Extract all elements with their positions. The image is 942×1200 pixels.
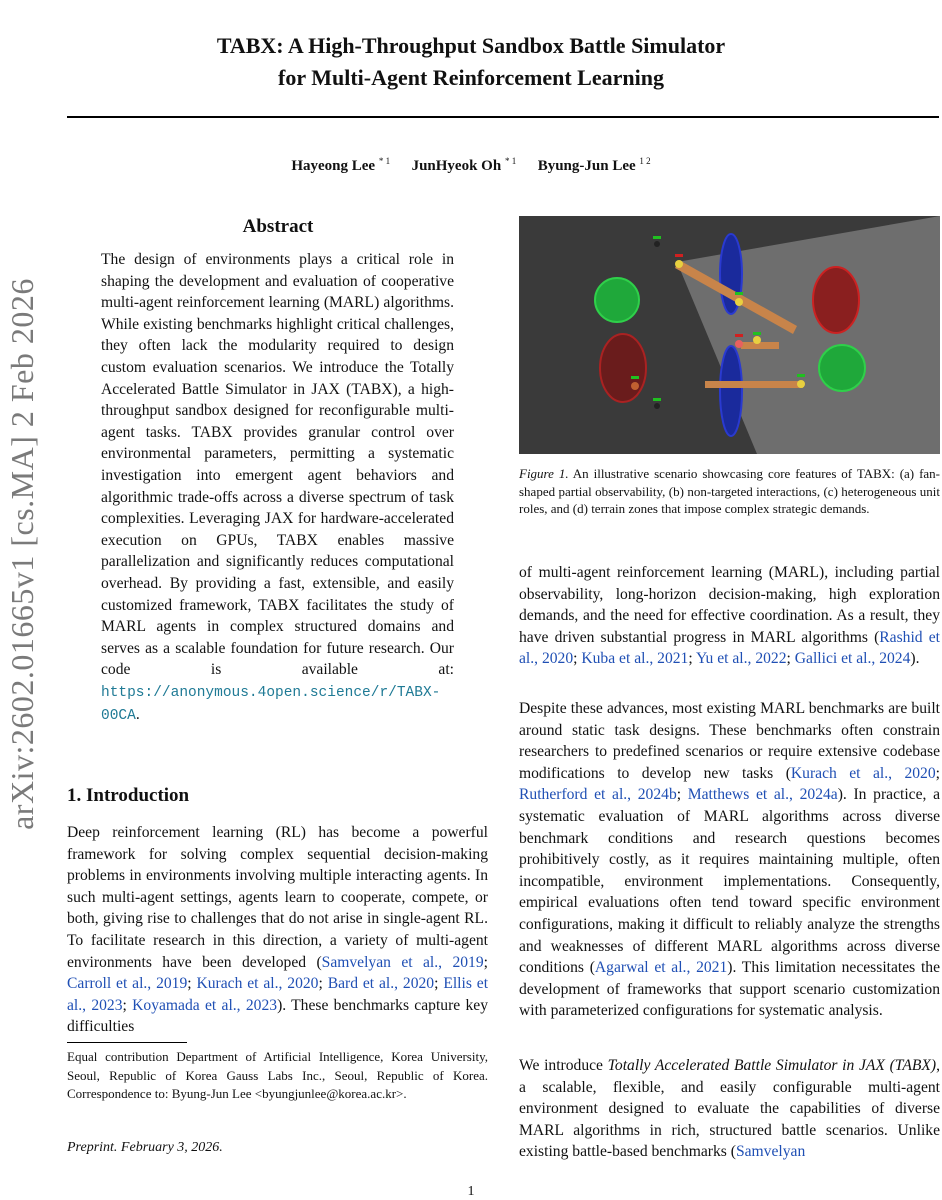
title-rule-top: [67, 116, 939, 118]
battle-scene: [519, 216, 940, 454]
health-bar: [675, 254, 683, 257]
red-zone: [600, 334, 646, 402]
author-affiliation: * 1: [504, 156, 517, 166]
title-line-2: for Multi-Agent Reinforcement Learning: [278, 65, 664, 90]
title-line-1: TABX: A High-Throughput Sandbox Battle Simulator: [216, 33, 726, 58]
terrain-wall: [741, 342, 779, 349]
red-zone: [813, 267, 859, 333]
paragraph-text-end: ). This limitation necessitates the development of frameworks that support scenario customization with parameterized configurations for systematic analysis.: [519, 959, 940, 1020]
citation-link[interactable]: Kurach et al., 2020: [196, 975, 319, 993]
figure-1-image: [519, 216, 940, 454]
blue-zone: [720, 346, 742, 436]
figure-label: Figure 1.: [519, 466, 569, 481]
citation-link[interactable]: Matthews et al., 2024a: [687, 786, 838, 804]
health-bar: [631, 376, 639, 379]
agent-unit: [675, 260, 683, 268]
abstract-text: The design of environments plays a critical role in shaping the development and evaluation of cooperative multi-agent reinforcement learning (MARL) algorithms. While existing benchmarks highlight critical challenges, they often lack the modularity required to design custom evaluation scenarios. We introduce the Totally Accelerated Battle Simulator in JAX (TABX), a high-throughput sandbox designed for reconfigurable multi-agent tasks. TABX provides granular control over environmental parameters, permitting a systematic investigation into emergent agent behaviors and algorithmic trade-offs across a diverse spectrum of task complexities. Leveraging JAX for hardware-accelerated execution on GPUs, TABX enables massive parallelization and significantly reduces computational overhead. By providing a fast, extensible, and easily customized framework, TABX facilitates the study of MARL agents in complex structured domains and serves as a scalable foundation for future research. Our code is available at:: [101, 251, 454, 679]
citation-link[interactable]: Bard et al., 2020: [327, 975, 435, 993]
right-paragraph-2: Despite these advances, most existing MARL benchmarks are built around static task designs. These benchmarks often constrain researchers to predefined scenarios or require extensive codebase modifications to develop new tasks (Kurach et al., 2020; Rutherford et al., 2024b; Matthews et al., 2024a). In practice, a systematic evaluation of MARL algorithms across diverse benchmark conditions and research questions becomes prohibitively costly, as it requires maintaining multiple, often incompatible, environment implementations. Consequently, empirical evaluations often tend toward specific environment configurations, making it difficult to reliably analyze the strengths and weaknesses of different MARL algorithms across diverse conditions (Agarwal et al., 2021). This limitation necessitates the development of frameworks that support scenario customization with parameterized configurations for systematic analysis.: [519, 700, 940, 1020]
agent-unit: [735, 340, 743, 348]
footnote-rule: [67, 1042, 187, 1043]
abstract-body: [101, 249, 454, 728]
figure-caption: [519, 465, 940, 518]
agent-unit: [654, 403, 660, 409]
author-name: Hayeong Lee: [291, 158, 376, 174]
preprint-notice: Preprint. February 3, 2026.: [67, 1140, 223, 1155]
section-heading-introduction: 1. Introduction: [67, 785, 190, 806]
paragraph-text: ). In practice, a systematic evaluation of MARL algorithms across diverse benchmark conditions and research questions becomes prohibitively costly, as it requires maintaining multiple, often incompatible, environment implementations. Consequently, empirical evaluations often tend toward specific environment configurations, making it difficult to reliably analyze the strengths and weaknesses of different MARL algorithms across diverse conditions (: [519, 786, 940, 977]
agent-unit: [753, 336, 761, 344]
page-number: 1: [467, 1184, 475, 1199]
author-list: [0, 156, 942, 175]
green-zone: [595, 278, 639, 322]
citation-link[interactable]: Yu et al., 2022: [696, 650, 787, 668]
citation-link[interactable]: Ellis et al., 2023: [67, 975, 489, 1014]
intro-text-end: ). These benchmarks capture key difficulties: [67, 996, 488, 1036]
intro-paragraph: Deep reinforcement learning (RL) has become a powerful framework for solving complex sequential decision-making problems in environments involving multiple interacting agents. In such multi-agent settings, agents learn to cooperate, compete, or both, giving rise to challenges that do not arise in single-agent RL. To facilitate research in this direction, a variety of multi-agent environments have been developed (Samvelyan et al., 2019; Carroll et al., 2019; Kurach et al., 2020; Bard et al., 2020; Ellis et al., 2023; Koyamada et al., 2023). These benchmarks capture key difficulties: [67, 824, 489, 1036]
health-bar: [653, 236, 661, 239]
author-affiliation: * 1: [378, 156, 391, 166]
right-paragraph-1: of multi-agent reinforcement learning (MARL), including partial observability, long-horizon decision-making, high exploration demands, and the need for effective coordination. As a result, they have driven substantial progress in MARL algorithms (Rashid et al., 2020; Kuba et al., 2021; Yu et al., 2022; Gallici et al., 2024).: [519, 564, 940, 668]
terrain-wall: [705, 381, 803, 388]
arxiv-identifier[interactable]: arXiv:2602.01665v1 [cs.MA] 2 Feb 2026: [4, 278, 40, 830]
agent-unit: [735, 298, 743, 306]
citation-link[interactable]: Koyamada et al., 2023: [132, 996, 278, 1014]
abstract-end: .: [135, 706, 140, 724]
health-bar: [653, 398, 661, 401]
caption-text: An illustrative scenario showcasing core features of TABX: (a) fan-shaped partial observability, (b) non-targeted interactions, (c) heterogeneous unit roles, and (d) terrain zones that impose complex strategic demands.: [519, 466, 940, 516]
citation-link[interactable]: Carroll et al., 2019: [67, 975, 188, 993]
author-name: JunHyeok Oh: [411, 158, 502, 174]
citation-link[interactable]: Kurach et al., 2020: [790, 764, 936, 782]
emphasis-text: Totally Accelerated Battle Simulator in JAX (TABX): [607, 1057, 937, 1074]
paragraph-text-end: ).: [910, 650, 920, 668]
citation-link[interactable]: Agarwal et al., 2021: [594, 959, 728, 977]
paragraph-text: of multi-agent reinforcement learning (MARL), including partial observability, long-horizon decision-making, high exploration demands, and the need for effective coordination. As a result, they have driven substantial progress in MARL algorithms (: [519, 564, 940, 646]
health-bar: [735, 334, 743, 337]
agent-unit: [797, 380, 805, 388]
green-zone: [819, 345, 865, 391]
citation-link[interactable]: Rashid et al., 2020: [519, 628, 940, 668]
paragraph-text: Despite these advances, most existing MARL benchmarks are built around static task designs. These benchmarks often constrain researchers to predefined scenarios or require extensive codebase modifications to develop new tasks (: [519, 700, 940, 782]
paragraph-text: , a scalable, flexible, and easily configurable multi-agent environment designed to evaluate the capabilities of diverse MARL algorithms in rich, structured battle scenarios. Unlike existing battle-based benchmarks (: [519, 1057, 941, 1161]
citation-link[interactable]: Rutherford et al., 2024b: [519, 786, 677, 804]
agent-unit: [654, 241, 660, 247]
paper-title: [0, 30, 942, 94]
author-name: Byung-Jun Lee: [537, 158, 636, 174]
paragraph-text: We introduce: [519, 1057, 608, 1074]
citation-link[interactable]: Kuba et al., 2021: [581, 650, 689, 668]
right-paragraph-3: [519, 1055, 940, 1163]
abstract-heading: Abstract: [242, 216, 314, 237]
author-affiliation: 1 2: [639, 156, 651, 166]
footnote: Equal contribution Department of Artificial Intelligence, Korea University, Seoul, Republic of Korea Gauss Labs Inc., Seoul, Republic of Korea. Correspondence to: Byung-Jun Lee <byungjunlee@korea.ac.kr>.: [67, 1049, 488, 1101]
agent-unit: [631, 382, 639, 390]
health-bar: [753, 332, 761, 335]
intro-text: Deep reinforcement learning (RL) has become a powerful framework for solving complex sequential decision-making problems in environments involving multiple interacting agents. In such multi-agent settings, agents learn to cooperate, compete, or both, giving rise to challenges that do not arise in single-agent RL. To facilitate research in this direction, a variety of multi-agent environments have been developed (: [67, 824, 488, 971]
health-bar: [735, 292, 743, 295]
health-bar: [797, 374, 805, 377]
citation-link[interactable]: Samvelyan et al., 2019: [321, 953, 484, 971]
citation-link[interactable]: Gallici et al., 2024: [794, 650, 911, 668]
code-link[interactable]: https://anonymous.4open.science/r/TABX-00CA: [101, 684, 441, 725]
citation-link[interactable]: Samvelyan: [735, 1143, 806, 1161]
